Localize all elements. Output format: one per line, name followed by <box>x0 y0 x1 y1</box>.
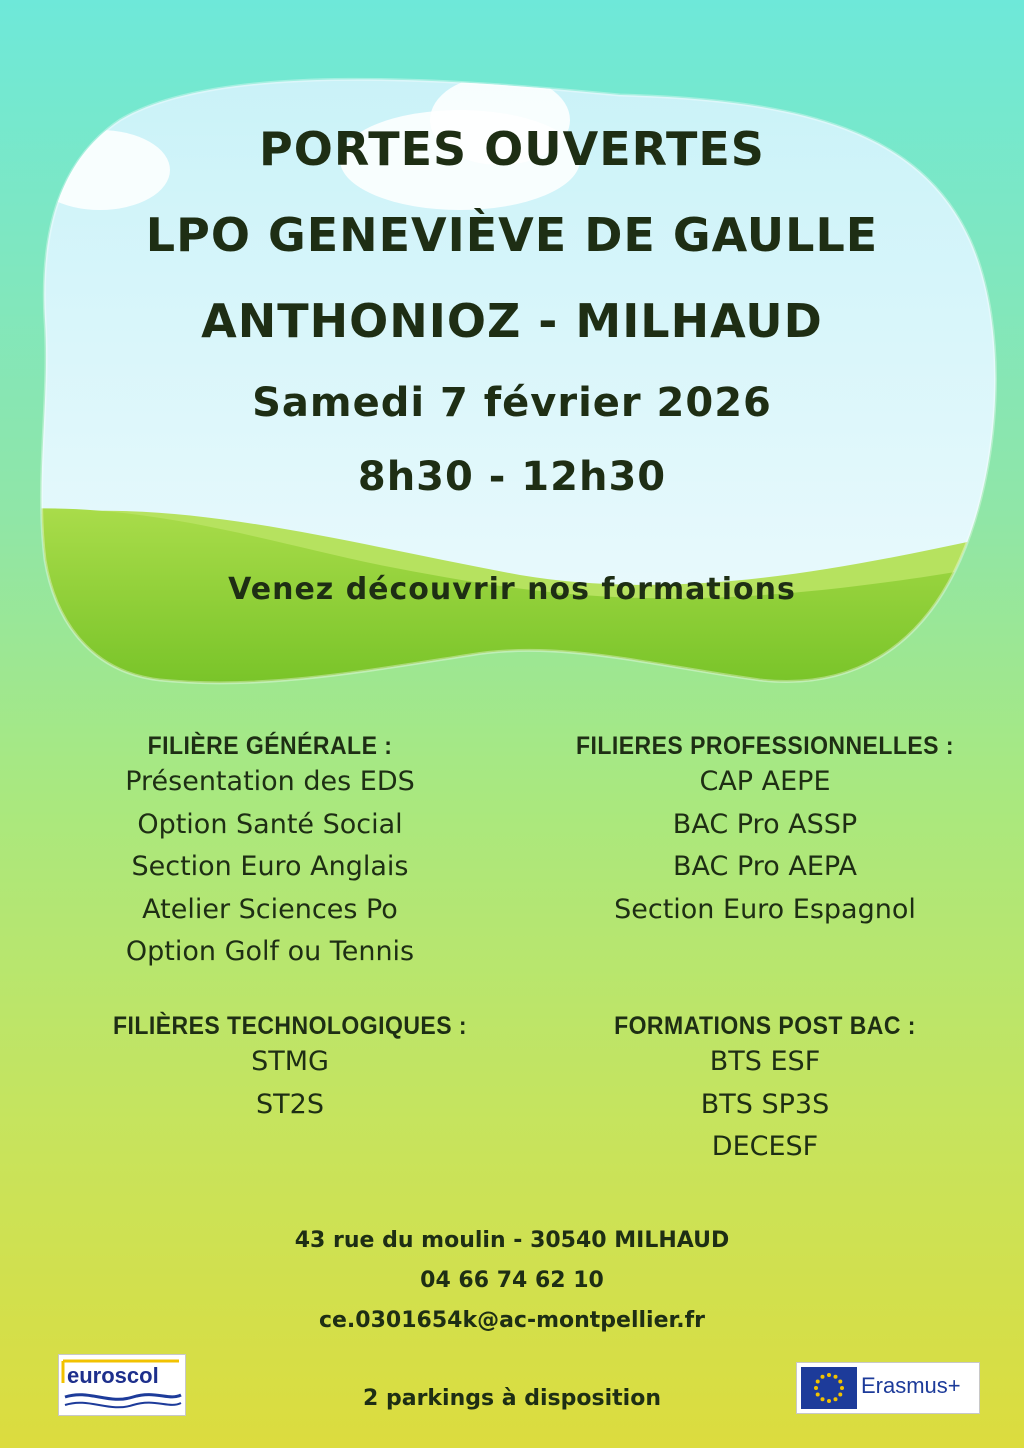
section-title: FORMATIONS POST BAC : <box>614 1012 916 1040</box>
event-hours: 8h30 - 12h30 <box>357 454 667 500</box>
euroscol-logo <box>58 1354 186 1416</box>
section-technologiques <box>60 1012 520 1126</box>
list-item: Atelier Sciences Po <box>142 893 398 925</box>
list-item: Section Euro Anglais <box>131 851 409 882</box>
list-item: BTS ESF <box>709 1046 821 1077</box>
title-line-1: PORTES OUVERTES <box>259 122 765 176</box>
euroscol-label: euroscol <box>67 1363 159 1388</box>
tagline: Venez découvrir nos formations <box>228 572 796 607</box>
list-item: BTS SP3S <box>700 1088 830 1120</box>
list-item: Présentation des EDS <box>125 766 415 797</box>
section-professionnelles <box>540 732 990 931</box>
title-line-2: LPO GENEVIÈVE DE GAULLE <box>145 208 879 262</box>
list-item: Option Golf ou Tennis <box>125 936 415 967</box>
list-item: ST2S <box>256 1088 324 1120</box>
erasmus-logo <box>796 1362 980 1414</box>
list-item: BAC Pro ASSP <box>672 808 858 840</box>
section-generale <box>60 732 480 974</box>
title-line-3: ANTHONIOZ - MILHAUD <box>201 294 823 348</box>
list-item: Section Euro Espagnol <box>614 893 916 925</box>
section-title: FILIÈRES TECHNOLOGIQUES : <box>113 1012 467 1040</box>
event-date: Samedi 7 février 2026 <box>252 380 772 426</box>
section-post-bac <box>540 1012 990 1169</box>
section-title: FILIERES PROFESSIONNELLES : <box>576 732 954 760</box>
list-item: STMG <box>251 1046 329 1077</box>
list-item: BAC Pro AEPA <box>673 851 857 882</box>
parking-info: 2 parkings à disposition <box>363 1386 661 1411</box>
email: ce.0301654k@ac-montpellier.fr <box>318 1308 706 1333</box>
list-item: DECESF <box>711 1131 819 1162</box>
eu-flag-icon <box>801 1367 857 1409</box>
list-item: CAP AEPE <box>699 766 831 797</box>
section-title: FILIÈRE GÉNÉRALE : <box>147 732 393 760</box>
erasmus-label: Erasmus+ <box>861 1373 961 1398</box>
address: 43 rue du moulin - 30540 MILHAUD <box>294 1228 730 1253</box>
phone: 04 66 74 62 10 <box>420 1268 604 1293</box>
list-item: Option Santé Social <box>137 808 403 840</box>
